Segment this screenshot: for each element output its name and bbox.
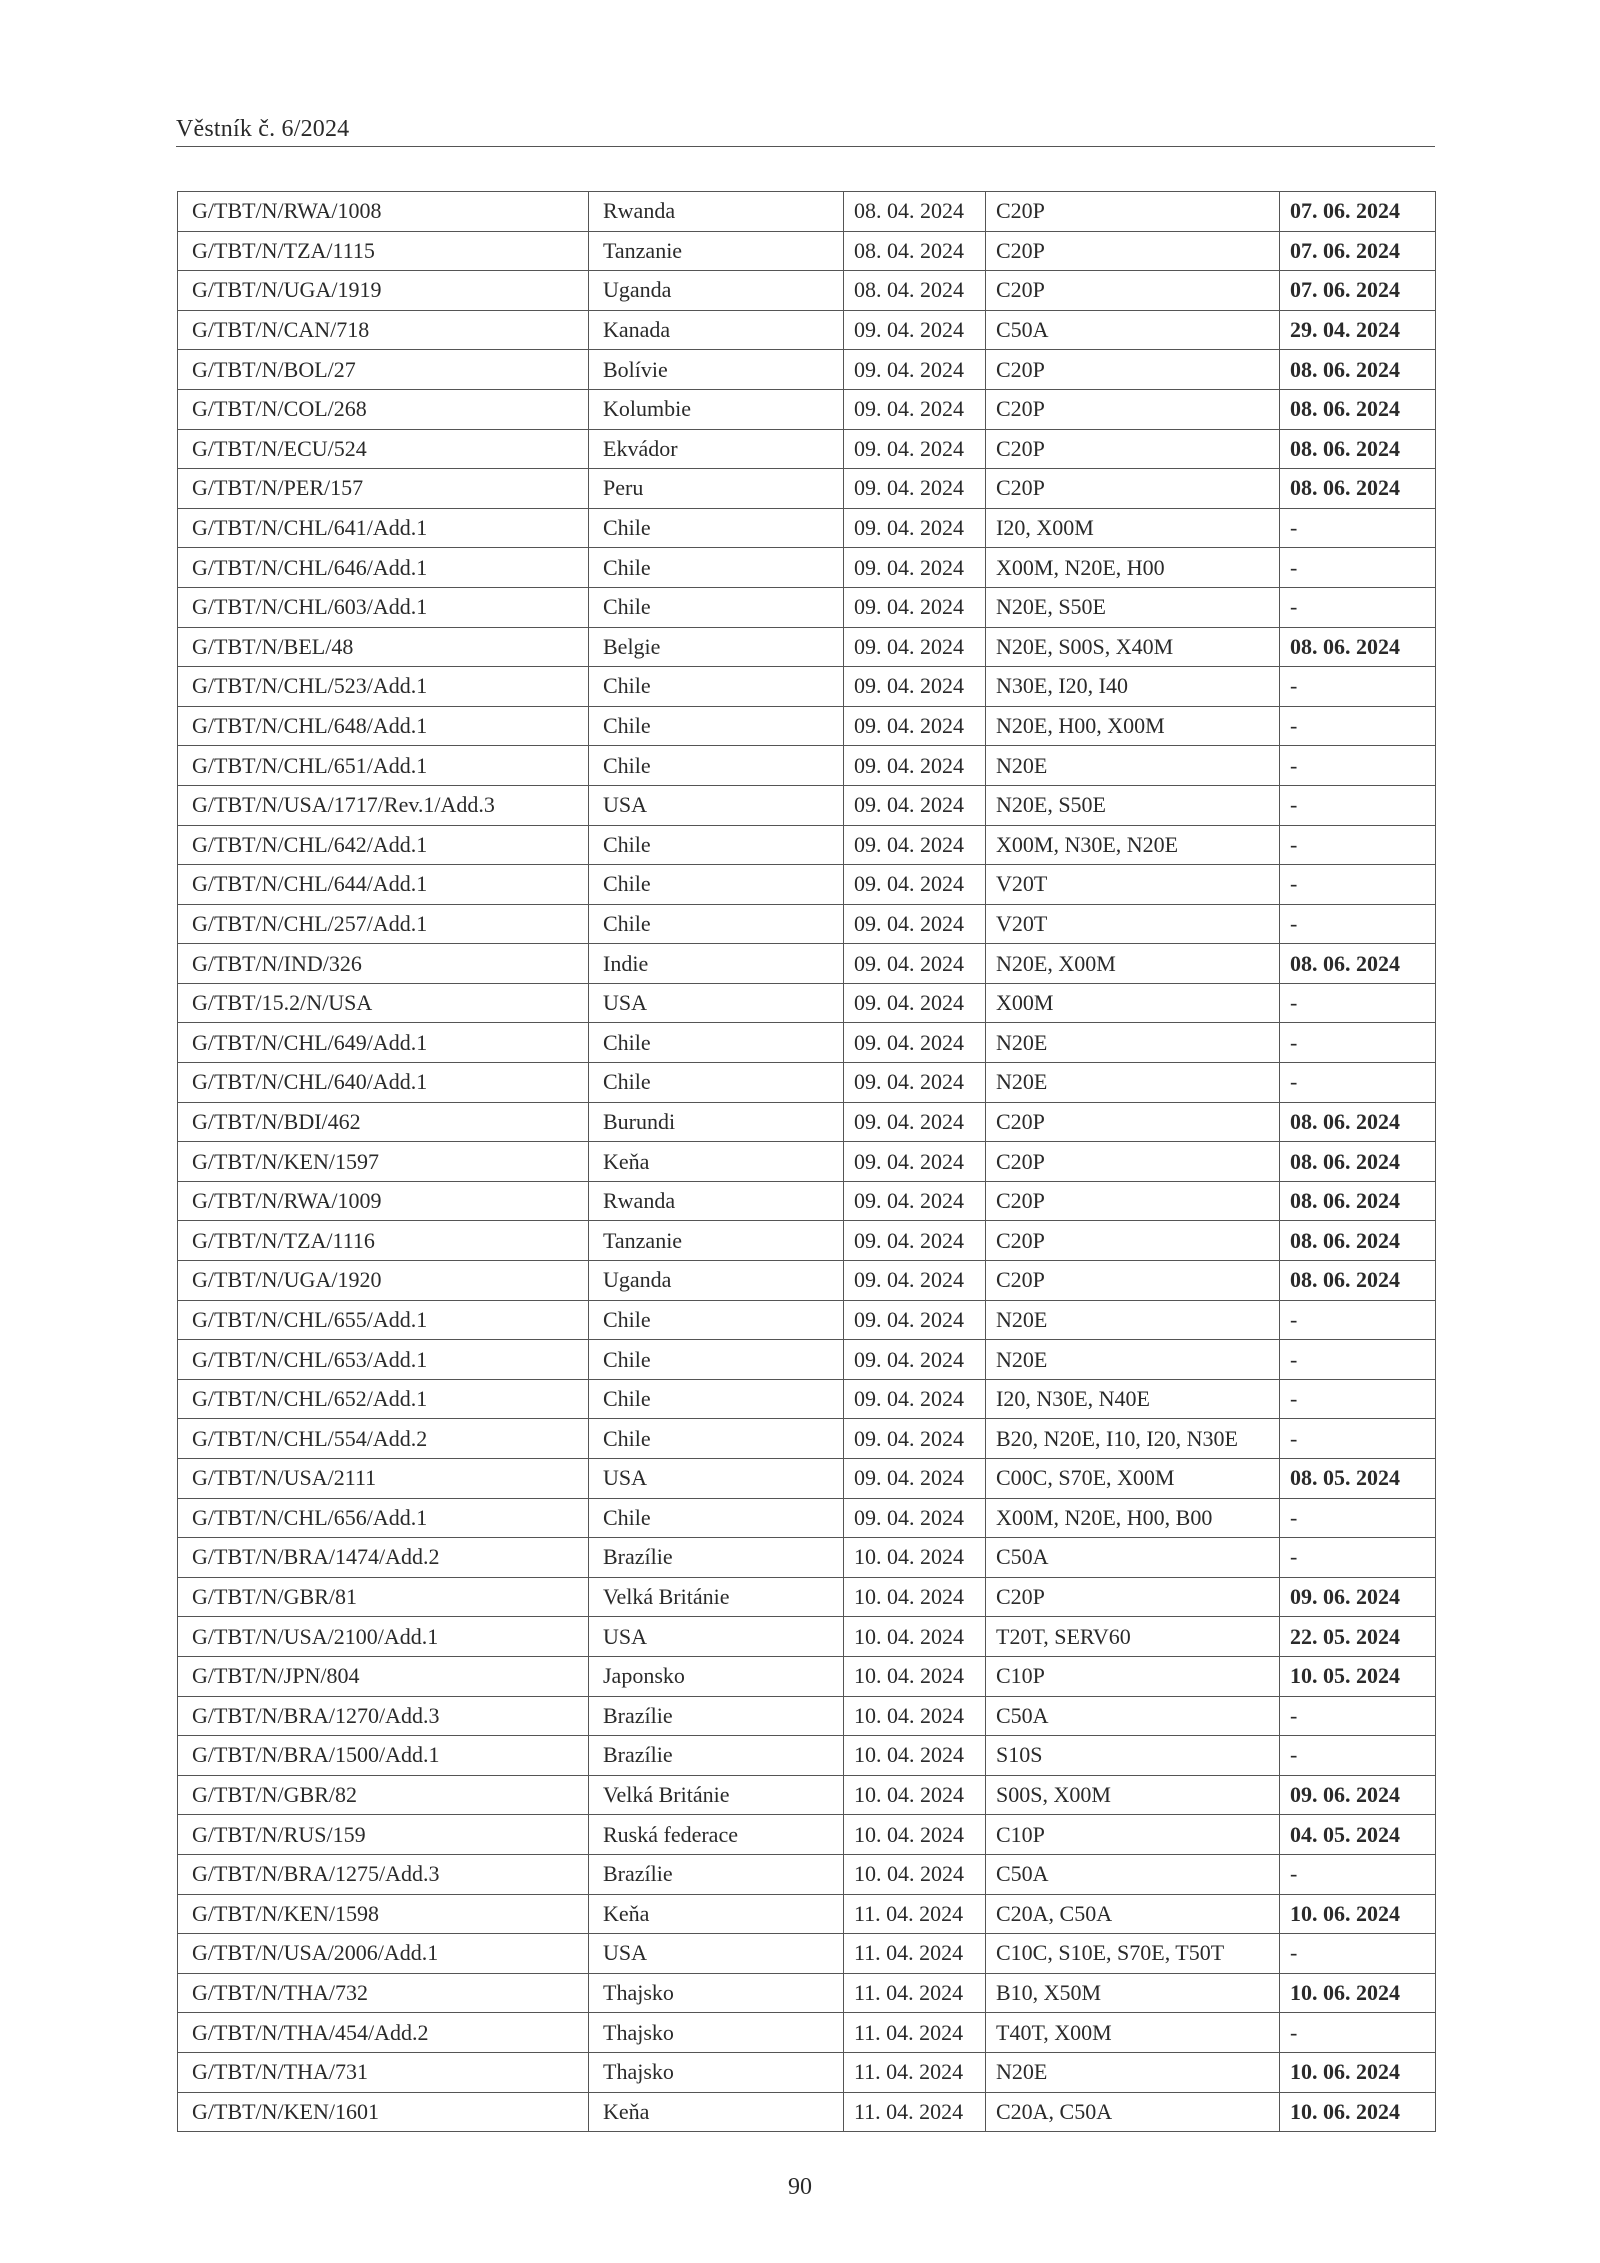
deadline-cell: 08. 06. 2024 xyxy=(1280,1221,1436,1261)
table-row xyxy=(178,1300,1436,1340)
codes-cell: V20T xyxy=(986,865,1280,905)
date-cell: 09. 04. 2024 xyxy=(844,667,986,707)
table-row xyxy=(178,1815,1436,1855)
deadline-cell: - xyxy=(1280,1340,1436,1380)
date-cell: 08. 04. 2024 xyxy=(844,231,986,271)
table-row xyxy=(178,1577,1436,1617)
table-row xyxy=(178,2092,1436,2132)
deadline-cell: 08. 05. 2024 xyxy=(1280,1459,1436,1499)
table-row xyxy=(178,1379,1436,1419)
country-cell: USA xyxy=(589,983,844,1023)
table-row xyxy=(178,310,1436,350)
table-row xyxy=(178,1498,1436,1538)
date-cell: 10. 04. 2024 xyxy=(844,1775,986,1815)
notification-ref-cell: G/TBT/N/CHL/655/Add.1 xyxy=(178,1300,589,1340)
notification-ref-cell: G/TBT/15.2/N/USA xyxy=(178,983,589,1023)
deadline-cell: 08. 06. 2024 xyxy=(1280,350,1436,390)
country-cell: Ekvádor xyxy=(589,429,844,469)
deadline-cell: - xyxy=(1280,746,1436,786)
notification-ref-cell: G/TBT/N/BOL/27 xyxy=(178,350,589,390)
date-cell: 09. 04. 2024 xyxy=(844,1300,986,1340)
date-cell: 10. 04. 2024 xyxy=(844,1696,986,1736)
country-cell: Chile xyxy=(589,587,844,627)
codes-cell: C20P xyxy=(986,1181,1280,1221)
codes-cell: N20E xyxy=(986,746,1280,786)
country-cell: Chile xyxy=(589,865,844,905)
deadline-cell: 08. 06. 2024 xyxy=(1280,389,1436,429)
deadline-cell: 08. 06. 2024 xyxy=(1280,1261,1436,1301)
country-cell: Burundi xyxy=(589,1102,844,1142)
deadline-cell: - xyxy=(1280,825,1436,865)
codes-cell: C50A xyxy=(986,310,1280,350)
country-cell: Chile xyxy=(589,1498,844,1538)
country-cell: Chile xyxy=(589,667,844,707)
codes-cell: B10, X50M xyxy=(986,1973,1280,2013)
notification-ref-cell: G/TBT/N/COL/268 xyxy=(178,389,589,429)
date-cell: 09. 04. 2024 xyxy=(844,1459,986,1499)
notification-ref-cell: G/TBT/N/CHL/554/Add.2 xyxy=(178,1419,589,1459)
date-cell: 09. 04. 2024 xyxy=(844,1419,986,1459)
country-cell: Rwanda xyxy=(589,192,844,232)
notification-ref-cell: G/TBT/N/CHL/646/Add.1 xyxy=(178,548,589,588)
date-cell: 09. 04. 2024 xyxy=(844,1023,986,1063)
date-cell: 09. 04. 2024 xyxy=(844,1221,986,1261)
table-row xyxy=(178,271,1436,311)
deadline-cell: 07. 06. 2024 xyxy=(1280,231,1436,271)
date-cell: 10. 04. 2024 xyxy=(844,1736,986,1776)
codes-cell: B20, N20E, I10, I20, N30E xyxy=(986,1419,1280,1459)
notification-ref-cell: G/TBT/N/CHL/603/Add.1 xyxy=(178,587,589,627)
country-cell: Chile xyxy=(589,904,844,944)
date-cell: 09. 04. 2024 xyxy=(844,825,986,865)
country-cell: Keňa xyxy=(589,2092,844,2132)
table-row xyxy=(178,627,1436,667)
codes-cell: X00M xyxy=(986,983,1280,1023)
deadline-cell: - xyxy=(1280,587,1436,627)
table-row xyxy=(178,1538,1436,1578)
deadline-cell: - xyxy=(1280,1498,1436,1538)
table-row xyxy=(178,389,1436,429)
notification-ref-cell: G/TBT/N/CHL/642/Add.1 xyxy=(178,825,589,865)
date-cell: 09. 04. 2024 xyxy=(844,1063,986,1103)
date-cell: 09. 04. 2024 xyxy=(844,983,986,1023)
table-row xyxy=(178,1459,1436,1499)
country-cell: Keňa xyxy=(589,1894,844,1934)
notification-ref-cell: G/TBT/N/JPN/804 xyxy=(178,1656,589,1696)
table-row xyxy=(178,429,1436,469)
date-cell: 09. 04. 2024 xyxy=(844,310,986,350)
date-cell: 09. 04. 2024 xyxy=(844,1498,986,1538)
country-cell: Chile xyxy=(589,508,844,548)
deadline-cell: 29. 04. 2024 xyxy=(1280,310,1436,350)
date-cell: 11. 04. 2024 xyxy=(844,1894,986,1934)
codes-cell: N20E xyxy=(986,2052,1280,2092)
deadline-cell: - xyxy=(1280,1063,1436,1103)
deadline-cell: - xyxy=(1280,865,1436,905)
codes-cell: I20, N30E, N40E xyxy=(986,1379,1280,1419)
deadline-cell: - xyxy=(1280,1854,1436,1894)
deadline-cell: - xyxy=(1280,667,1436,707)
notification-ref-cell: G/TBT/N/CHL/653/Add.1 xyxy=(178,1340,589,1380)
deadline-cell: 08. 06. 2024 xyxy=(1280,1102,1436,1142)
deadline-cell: 10. 05. 2024 xyxy=(1280,1656,1436,1696)
table-row xyxy=(178,667,1436,707)
notifications-table xyxy=(177,191,1436,2132)
country-cell: Indie xyxy=(589,944,844,984)
codes-cell: X00M, N30E, N20E xyxy=(986,825,1280,865)
country-cell: Kolumbie xyxy=(589,389,844,429)
codes-cell: C20A, C50A xyxy=(986,1894,1280,1934)
date-cell: 10. 04. 2024 xyxy=(844,1656,986,1696)
table-row xyxy=(178,1973,1436,2013)
table-row xyxy=(178,469,1436,509)
country-cell: Chile xyxy=(589,706,844,746)
date-cell: 09. 04. 2024 xyxy=(844,1142,986,1182)
table-row xyxy=(178,587,1436,627)
notification-ref-cell: G/TBT/N/CHL/648/Add.1 xyxy=(178,706,589,746)
deadline-cell: - xyxy=(1280,548,1436,588)
codes-cell: C00C, S70E, X00M xyxy=(986,1459,1280,1499)
table-row xyxy=(178,1142,1436,1182)
notification-ref-cell: G/TBT/N/CHL/656/Add.1 xyxy=(178,1498,589,1538)
country-cell: Brazílie xyxy=(589,1538,844,1578)
country-cell: Tanzanie xyxy=(589,231,844,271)
country-cell: Bolívie xyxy=(589,350,844,390)
table-row xyxy=(178,1221,1436,1261)
notification-ref-cell: G/TBT/N/KEN/1597 xyxy=(178,1142,589,1182)
country-cell: Thajsko xyxy=(589,2052,844,2092)
country-cell: Ruská federace xyxy=(589,1815,844,1855)
deadline-cell: - xyxy=(1280,2013,1436,2053)
country-cell: Chile xyxy=(589,746,844,786)
codes-cell: N20E xyxy=(986,1340,1280,1380)
table-row xyxy=(178,865,1436,905)
notification-ref-cell: G/TBT/N/USA/2100/Add.1 xyxy=(178,1617,589,1657)
notification-ref-cell: G/TBT/N/KEN/1601 xyxy=(178,2092,589,2132)
table-row xyxy=(178,2013,1436,2053)
country-cell: Chile xyxy=(589,1419,844,1459)
country-cell: Chile xyxy=(589,1023,844,1063)
page-header xyxy=(176,112,1435,147)
notification-ref-cell: G/TBT/N/PER/157 xyxy=(178,469,589,509)
date-cell: 09. 04. 2024 xyxy=(844,1261,986,1301)
table-row xyxy=(178,983,1436,1023)
date-cell: 09. 04. 2024 xyxy=(844,350,986,390)
date-cell: 09. 04. 2024 xyxy=(844,389,986,429)
table-row xyxy=(178,2052,1436,2092)
table-row xyxy=(178,1656,1436,1696)
date-cell: 09. 04. 2024 xyxy=(844,429,986,469)
date-cell: 09. 04. 2024 xyxy=(844,627,986,667)
table-row xyxy=(178,746,1436,786)
date-cell: 09. 04. 2024 xyxy=(844,746,986,786)
codes-cell: N20E, H00, X00M xyxy=(986,706,1280,746)
date-cell: 11. 04. 2024 xyxy=(844,1934,986,1974)
date-cell: 09. 04. 2024 xyxy=(844,1102,986,1142)
codes-cell: N20E, S50E xyxy=(986,785,1280,825)
deadline-cell: - xyxy=(1280,706,1436,746)
deadline-cell: 22. 05. 2024 xyxy=(1280,1617,1436,1657)
deadline-cell: 10. 06. 2024 xyxy=(1280,2052,1436,2092)
deadline-cell: - xyxy=(1280,508,1436,548)
codes-cell: C20P xyxy=(986,1221,1280,1261)
notification-ref-cell: G/TBT/N/BDI/462 xyxy=(178,1102,589,1142)
notification-ref-cell: G/TBT/N/CHL/523/Add.1 xyxy=(178,667,589,707)
deadline-cell: 07. 06. 2024 xyxy=(1280,192,1436,232)
table-row xyxy=(178,231,1436,271)
date-cell: 10. 04. 2024 xyxy=(844,1617,986,1657)
country-cell: Velká Británie xyxy=(589,1775,844,1815)
deadline-cell: 09. 06. 2024 xyxy=(1280,1775,1436,1815)
notification-ref-cell: G/TBT/N/CHL/257/Add.1 xyxy=(178,904,589,944)
notification-ref-cell: G/TBT/N/CHL/641/Add.1 xyxy=(178,508,589,548)
notification-ref-cell: G/TBT/N/UGA/1919 xyxy=(178,271,589,311)
codes-cell: C20P xyxy=(986,469,1280,509)
codes-cell: C20P xyxy=(986,350,1280,390)
codes-cell: C20P xyxy=(986,231,1280,271)
codes-cell: C20P xyxy=(986,389,1280,429)
table-row xyxy=(178,1934,1436,1974)
country-cell: Brazílie xyxy=(589,1736,844,1776)
date-cell: 09. 04. 2024 xyxy=(844,1379,986,1419)
table-row xyxy=(178,1854,1436,1894)
notification-ref-cell: G/TBT/N/THA/454/Add.2 xyxy=(178,2013,589,2053)
notification-ref-cell: G/TBT/N/BEL/48 xyxy=(178,627,589,667)
date-cell: 09. 04. 2024 xyxy=(844,904,986,944)
codes-cell: N20E, S00S, X40M xyxy=(986,627,1280,667)
country-cell: Kanada xyxy=(589,310,844,350)
codes-cell: C50A xyxy=(986,1696,1280,1736)
notification-ref-cell: G/TBT/N/USA/2111 xyxy=(178,1459,589,1499)
table-row xyxy=(178,825,1436,865)
notification-ref-cell: G/TBT/N/BRA/1474/Add.2 xyxy=(178,1538,589,1578)
codes-cell: N20E xyxy=(986,1300,1280,1340)
deadline-cell: 04. 05. 2024 xyxy=(1280,1815,1436,1855)
deadline-cell: 08. 06. 2024 xyxy=(1280,429,1436,469)
date-cell: 10. 04. 2024 xyxy=(844,1815,986,1855)
country-cell: Velká Británie xyxy=(589,1577,844,1617)
notification-ref-cell: G/TBT/N/CHL/652/Add.1 xyxy=(178,1379,589,1419)
country-cell: Rwanda xyxy=(589,1181,844,1221)
date-cell: 11. 04. 2024 xyxy=(844,2013,986,2053)
codes-cell: C20P xyxy=(986,192,1280,232)
table-row xyxy=(178,1023,1436,1063)
codes-cell: X00M, N20E, H00, B00 xyxy=(986,1498,1280,1538)
notification-ref-cell: G/TBT/N/USA/2006/Add.1 xyxy=(178,1934,589,1974)
notification-ref-cell: G/TBT/N/GBR/82 xyxy=(178,1775,589,1815)
table-row xyxy=(178,1736,1436,1776)
table-row xyxy=(178,944,1436,984)
codes-cell: C20P xyxy=(986,271,1280,311)
table-row xyxy=(178,1419,1436,1459)
deadline-cell: 08. 06. 2024 xyxy=(1280,1142,1436,1182)
table-row xyxy=(178,548,1436,588)
notification-ref-cell: G/TBT/N/BRA/1270/Add.3 xyxy=(178,1696,589,1736)
date-cell: 09. 04. 2024 xyxy=(844,1181,986,1221)
table-row xyxy=(178,1696,1436,1736)
codes-cell: N20E xyxy=(986,1023,1280,1063)
codes-cell: N20E, X00M xyxy=(986,944,1280,984)
codes-cell: C50A xyxy=(986,1854,1280,1894)
table-row xyxy=(178,1340,1436,1380)
page-number: 90 xyxy=(788,2174,812,2200)
table-row xyxy=(178,1261,1436,1301)
codes-cell: C50A xyxy=(986,1538,1280,1578)
deadline-cell: - xyxy=(1280,1696,1436,1736)
country-cell: USA xyxy=(589,785,844,825)
country-cell: Peru xyxy=(589,469,844,509)
date-cell: 10. 04. 2024 xyxy=(844,1577,986,1617)
table-row xyxy=(178,785,1436,825)
codes-cell: T20T, SERV60 xyxy=(986,1617,1280,1657)
country-cell: Chile xyxy=(589,1063,844,1103)
deadline-cell: - xyxy=(1280,1538,1436,1578)
date-cell: 09. 04. 2024 xyxy=(844,1340,986,1380)
notification-ref-cell: G/TBT/N/BRA/1500/Add.1 xyxy=(178,1736,589,1776)
deadline-cell: 08. 06. 2024 xyxy=(1280,627,1436,667)
codes-cell: C20P xyxy=(986,1142,1280,1182)
country-cell: Thajsko xyxy=(589,1973,844,2013)
country-cell: Thajsko xyxy=(589,2013,844,2053)
country-cell: Brazílie xyxy=(589,1696,844,1736)
codes-cell: C10P xyxy=(986,1656,1280,1696)
date-cell: 09. 04. 2024 xyxy=(844,548,986,588)
country-cell: Chile xyxy=(589,548,844,588)
codes-cell: C20P xyxy=(986,1261,1280,1301)
deadline-cell: 08. 06. 2024 xyxy=(1280,944,1436,984)
codes-cell: N30E, I20, I40 xyxy=(986,667,1280,707)
date-cell: 09. 04. 2024 xyxy=(844,944,986,984)
table-row xyxy=(178,904,1436,944)
country-cell: Belgie xyxy=(589,627,844,667)
deadline-cell: 10. 06. 2024 xyxy=(1280,2092,1436,2132)
table-row xyxy=(178,1181,1436,1221)
codes-cell: C20A, C50A xyxy=(986,2092,1280,2132)
date-cell: 10. 04. 2024 xyxy=(844,1538,986,1578)
country-cell: Uganda xyxy=(589,1261,844,1301)
codes-cell: S10S xyxy=(986,1736,1280,1776)
country-cell: Chile xyxy=(589,1379,844,1419)
deadline-cell: 10. 06. 2024 xyxy=(1280,1894,1436,1934)
notification-ref-cell: G/TBT/N/ECU/524 xyxy=(178,429,589,469)
notification-ref-cell: G/TBT/N/IND/326 xyxy=(178,944,589,984)
country-cell: Chile xyxy=(589,825,844,865)
notification-ref-cell: G/TBT/N/RWA/1008 xyxy=(178,192,589,232)
country-cell: Chile xyxy=(589,1340,844,1380)
date-cell: 09. 04. 2024 xyxy=(844,587,986,627)
date-cell: 09. 04. 2024 xyxy=(844,865,986,905)
date-cell: 09. 04. 2024 xyxy=(844,508,986,548)
notification-ref-cell: G/TBT/N/THA/732 xyxy=(178,1973,589,2013)
deadline-cell: - xyxy=(1280,904,1436,944)
codes-cell: C10C, S10E, S70E, T50T xyxy=(986,1934,1280,1974)
notification-ref-cell: G/TBT/N/UGA/1920 xyxy=(178,1261,589,1301)
country-cell: USA xyxy=(589,1617,844,1657)
date-cell: 11. 04. 2024 xyxy=(844,1973,986,2013)
deadline-cell: - xyxy=(1280,1023,1436,1063)
codes-cell: N20E, S50E xyxy=(986,587,1280,627)
deadline-cell: - xyxy=(1280,1300,1436,1340)
deadline-cell: - xyxy=(1280,1736,1436,1776)
country-cell: Uganda xyxy=(589,271,844,311)
deadline-cell: - xyxy=(1280,1419,1436,1459)
date-cell: 11. 04. 2024 xyxy=(844,2092,986,2132)
country-cell: Japonsko xyxy=(589,1656,844,1696)
notification-ref-cell: G/TBT/N/TZA/1115 xyxy=(178,231,589,271)
notification-ref-cell: G/TBT/N/RWA/1009 xyxy=(178,1181,589,1221)
deadline-cell: 09. 06. 2024 xyxy=(1280,1577,1436,1617)
table-row xyxy=(178,192,1436,232)
deadline-cell: 08. 06. 2024 xyxy=(1280,469,1436,509)
notification-ref-cell: G/TBT/N/CHL/644/Add.1 xyxy=(178,865,589,905)
date-cell: 11. 04. 2024 xyxy=(844,2052,986,2092)
codes-cell: N20E xyxy=(986,1063,1280,1103)
date-cell: 09. 04. 2024 xyxy=(844,706,986,746)
notification-ref-cell: G/TBT/N/CHL/651/Add.1 xyxy=(178,746,589,786)
notification-ref-cell: G/TBT/N/THA/731 xyxy=(178,2052,589,2092)
table-row xyxy=(178,350,1436,390)
country-cell: Brazílie xyxy=(589,1854,844,1894)
codes-cell: T40T, X00M xyxy=(986,2013,1280,2053)
notification-ref-cell: G/TBT/N/KEN/1598 xyxy=(178,1894,589,1934)
country-cell: Chile xyxy=(589,1300,844,1340)
notification-ref-cell: G/TBT/N/CAN/718 xyxy=(178,310,589,350)
date-cell: 08. 04. 2024 xyxy=(844,192,986,232)
codes-cell: C20P xyxy=(986,1102,1280,1142)
codes-cell: C20P xyxy=(986,1577,1280,1617)
notification-ref-cell: G/TBT/N/GBR/81 xyxy=(178,1577,589,1617)
date-cell: 09. 04. 2024 xyxy=(844,785,986,825)
codes-cell: C20P xyxy=(986,429,1280,469)
codes-cell: I20, X00M xyxy=(986,508,1280,548)
notification-ref-cell: G/TBT/N/BRA/1275/Add.3 xyxy=(178,1854,589,1894)
table-row xyxy=(178,1063,1436,1103)
table-row xyxy=(178,1894,1436,1934)
deadline-cell: 08. 06. 2024 xyxy=(1280,1181,1436,1221)
codes-cell: X00M, N20E, H00 xyxy=(986,548,1280,588)
country-cell: Keňa xyxy=(589,1142,844,1182)
date-cell: 08. 04. 2024 xyxy=(844,271,986,311)
date-cell: 09. 04. 2024 xyxy=(844,469,986,509)
bulletin-title: Věstník č. 6/2024 xyxy=(176,116,350,142)
deadline-cell: - xyxy=(1280,1379,1436,1419)
table-row xyxy=(178,1102,1436,1142)
deadline-cell: - xyxy=(1280,785,1436,825)
date-cell: 10. 04. 2024 xyxy=(844,1854,986,1894)
country-cell: USA xyxy=(589,1459,844,1499)
table-row xyxy=(178,508,1436,548)
country-cell: USA xyxy=(589,1934,844,1974)
table-row xyxy=(178,1617,1436,1657)
deadline-cell: 07. 06. 2024 xyxy=(1280,271,1436,311)
deadline-cell: 10. 06. 2024 xyxy=(1280,1973,1436,2013)
table-row xyxy=(178,1775,1436,1815)
codes-cell: C10P xyxy=(986,1815,1280,1855)
notification-ref-cell: G/TBT/N/CHL/649/Add.1 xyxy=(178,1023,589,1063)
notification-ref-cell: G/TBT/N/TZA/1116 xyxy=(178,1221,589,1261)
codes-cell: V20T xyxy=(986,904,1280,944)
codes-cell: S00S, X00M xyxy=(986,1775,1280,1815)
notification-ref-cell: G/TBT/N/RUS/159 xyxy=(178,1815,589,1855)
deadline-cell: - xyxy=(1280,983,1436,1023)
notification-ref-cell: G/TBT/N/USA/1717/Rev.1/Add.3 xyxy=(178,785,589,825)
country-cell: Tanzanie xyxy=(589,1221,844,1261)
notification-ref-cell: G/TBT/N/CHL/640/Add.1 xyxy=(178,1063,589,1103)
table-row xyxy=(178,706,1436,746)
deadline-cell: - xyxy=(1280,1934,1436,1974)
